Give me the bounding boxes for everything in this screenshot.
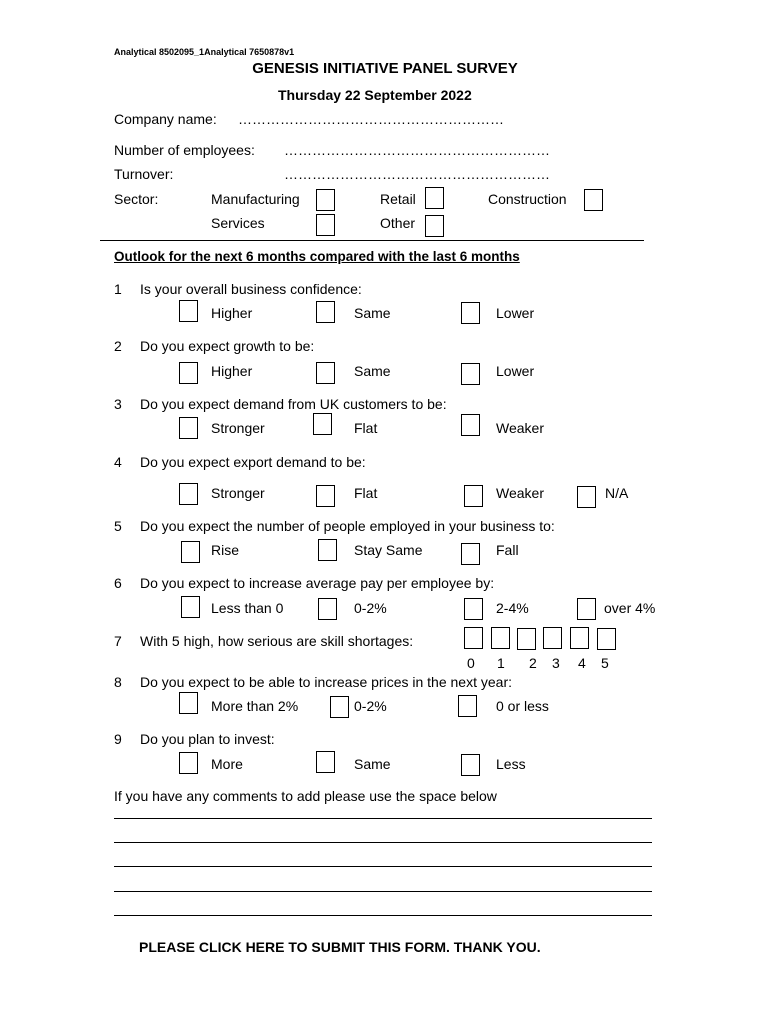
outlook-heading: Outlook for the next 6 months compared with the last 6 months xyxy=(114,249,520,264)
employees-label: Number of employees: xyxy=(114,142,255,158)
comment-line-3[interactable] xyxy=(114,866,652,867)
q2-lower-label: Lower xyxy=(496,363,535,379)
question-1-number: 1 xyxy=(114,281,122,297)
q5-fall-label: Fall xyxy=(496,542,519,558)
question-4-text: Do you expect export demand to be: xyxy=(140,454,366,470)
q7-scale-4-label: 4 xyxy=(578,655,586,671)
question-2-number: 2 xyxy=(114,338,122,354)
q1-higher-label: Higher xyxy=(211,305,253,321)
q2-lower-checkbox[interactable] xyxy=(461,363,480,385)
q2-same-label: Same xyxy=(354,363,391,379)
q6-2-4-checkbox[interactable] xyxy=(464,598,483,620)
q6-less-than-0-label: Less than 0 xyxy=(211,600,284,616)
q7-scale-3-label: 3 xyxy=(552,655,560,671)
q4-flat-checkbox[interactable] xyxy=(316,485,335,507)
question-8-text: Do you expect to be able to increase prices in the next year: xyxy=(140,674,512,690)
q3-weaker-label: Weaker xyxy=(496,420,544,436)
q7-scale-5-label: 5 xyxy=(601,655,609,671)
q6-0-2-checkbox[interactable] xyxy=(318,598,337,620)
q6-over-4-label: over 4% xyxy=(604,600,656,616)
comment-line-4[interactable] xyxy=(114,891,652,892)
q8-0-2-checkbox[interactable] xyxy=(330,696,349,718)
q4-flat-label: Flat xyxy=(354,485,378,501)
q3-stronger-checkbox[interactable] xyxy=(179,417,198,439)
question-7-number: 7 xyxy=(114,633,122,649)
survey-date: Thursday 22 September 2022 xyxy=(278,87,472,103)
sector-manufacturing-checkbox[interactable] xyxy=(316,189,335,211)
page-title: GENESIS INITIATIVE PANEL SURVEY xyxy=(252,60,518,77)
question-9-text: Do you plan to invest: xyxy=(140,731,275,747)
q7-scale-3-checkbox[interactable] xyxy=(543,627,562,649)
q4-stronger-checkbox[interactable] xyxy=(179,483,198,505)
q7-scale-0-label: 0 xyxy=(467,655,475,671)
comment-line-2[interactable] xyxy=(114,842,652,843)
q1-higher-checkbox[interactable] xyxy=(179,300,198,322)
q9-less-label: Less xyxy=(496,756,526,772)
q5-stay-same-checkbox[interactable] xyxy=(318,539,337,561)
q2-higher-checkbox[interactable] xyxy=(179,362,198,384)
q4-weaker-checkbox[interactable] xyxy=(464,485,483,507)
q1-lower-label: Lower xyxy=(496,305,535,321)
q5-rise-label: Rise xyxy=(211,542,240,558)
submit-form-link[interactable]: PLEASE CLICK HERE TO SUBMIT THIS FORM. THANK YOU. xyxy=(139,939,541,955)
sector-label: Sector: xyxy=(114,191,159,207)
document-reference: Analytical 8502095_1Analytical 7650878v1 xyxy=(114,47,295,57)
comment-line-1[interactable] xyxy=(114,818,652,819)
q2-higher-label: Higher xyxy=(211,363,253,379)
sector-manufacturing-label: Manufacturing xyxy=(211,191,300,207)
section-divider xyxy=(100,240,644,241)
sector-other-checkbox[interactable] xyxy=(425,215,444,237)
sector-retail-label: Retail xyxy=(380,191,416,207)
question-9-number: 9 xyxy=(114,731,122,747)
q4-stronger-label: Stronger xyxy=(211,485,265,501)
question-3-text: Do you expect demand from UK customers to be: xyxy=(140,396,447,412)
q6-2-4-label: 2-4% xyxy=(496,600,529,616)
q8-more-than-2-label: More than 2% xyxy=(211,698,299,714)
turnover-label: Turnover: xyxy=(114,166,174,182)
sector-services-checkbox[interactable] xyxy=(316,214,335,236)
q6-less-than-0-checkbox[interactable] xyxy=(181,596,200,618)
sector-construction-checkbox[interactable] xyxy=(584,189,603,211)
q8-more-than-2-checkbox[interactable] xyxy=(179,692,198,714)
q3-flat-label: Flat xyxy=(354,420,378,436)
q7-scale-1-label: 1 xyxy=(497,655,505,671)
q8-0-or-less-checkbox[interactable] xyxy=(458,695,477,717)
q2-same-checkbox[interactable] xyxy=(316,362,335,384)
q5-fall-checkbox[interactable] xyxy=(461,543,480,565)
sector-retail-checkbox[interactable] xyxy=(425,187,444,209)
turnover-field[interactable]: ………………………………………………… xyxy=(284,166,550,182)
question-8-number: 8 xyxy=(114,674,122,690)
q6-over-4-checkbox[interactable] xyxy=(577,598,596,620)
question-4-number: 4 xyxy=(114,454,122,470)
sector-services-label: Services xyxy=(211,215,265,231)
company-name-field[interactable]: ………………………………………………… xyxy=(238,111,504,127)
q9-same-checkbox[interactable] xyxy=(316,751,335,773)
q9-less-checkbox[interactable] xyxy=(461,754,480,776)
q4-na-checkbox[interactable] xyxy=(577,486,596,508)
q4-na-label: N/A xyxy=(605,485,629,501)
sector-other-label: Other xyxy=(380,215,416,231)
question-5-number: 5 xyxy=(114,518,122,534)
question-6-text: Do you expect to increase average pay per employee by: xyxy=(140,575,495,591)
question-5-text: Do you expect the number of people employed in your business to: xyxy=(140,518,555,534)
comments-label: If you have any comments to add please use the space below xyxy=(114,788,497,804)
q3-stronger-label: Stronger xyxy=(211,420,265,436)
q6-0-2-label: 0-2% xyxy=(354,600,387,616)
q8-0-2-label: 0-2% xyxy=(354,698,387,714)
q9-more-label: More xyxy=(211,756,243,772)
sector-construction-label: Construction xyxy=(488,191,567,207)
q3-flat-checkbox[interactable] xyxy=(313,413,332,435)
question-3-number: 3 xyxy=(114,396,122,412)
question-1-text: Is your overall business confidence: xyxy=(140,281,362,297)
q1-same-checkbox[interactable] xyxy=(316,301,335,323)
q3-weaker-checkbox[interactable] xyxy=(461,414,480,436)
q9-same-label: Same xyxy=(354,756,391,772)
employees-field[interactable]: ………………………………………………… xyxy=(284,142,550,158)
q7-scale-4-checkbox[interactable] xyxy=(570,627,589,649)
comment-line-5[interactable] xyxy=(114,915,652,916)
q7-scale-0-checkbox[interactable] xyxy=(464,627,483,649)
q5-rise-checkbox[interactable] xyxy=(181,541,200,563)
question-6-number: 6 xyxy=(114,575,122,591)
q7-scale-2-label: 2 xyxy=(529,655,537,671)
company-name-label: Company name: xyxy=(114,111,217,127)
q4-weaker-label: Weaker xyxy=(496,485,544,501)
q5-stay-same-label: Stay Same xyxy=(354,542,423,558)
q1-lower-checkbox[interactable] xyxy=(461,302,480,324)
q8-0-or-less-label: 0 or less xyxy=(496,698,549,714)
q1-same-label: Same xyxy=(354,305,391,321)
question-7-text: With 5 high, how serious are skill shortages: xyxy=(140,633,414,649)
question-2-text: Do you expect growth to be: xyxy=(140,338,315,354)
q9-more-checkbox[interactable] xyxy=(179,752,198,774)
q7-scale-2-checkbox[interactable] xyxy=(517,628,536,650)
q7-scale-1-checkbox[interactable] xyxy=(491,627,510,649)
q7-scale-5-checkbox[interactable] xyxy=(597,628,616,650)
